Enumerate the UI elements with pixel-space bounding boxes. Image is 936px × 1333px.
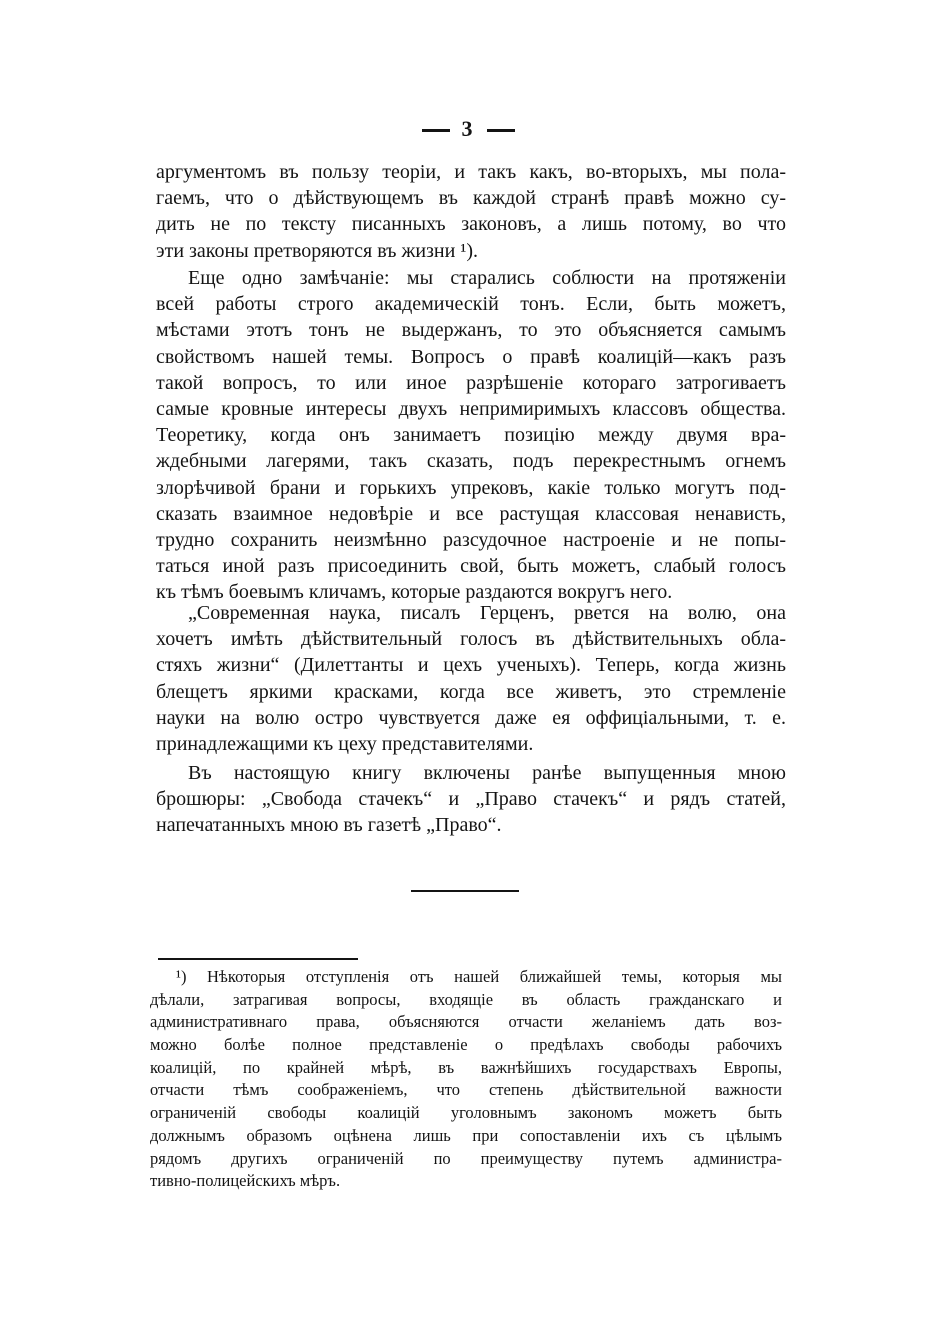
footnote-line: ограниченій свободы коалицій уголовнымъ закономъ можетъ быть xyxy=(150,1103,782,1123)
text-line: дить не по тексту писанныхъ законовъ, а лишь потому, во что xyxy=(156,213,786,236)
text-line: Въ настоящую книгу включены ранѣе выпущенныя мною xyxy=(188,762,786,784)
text-line: принадлежащими къ цеху представителями. xyxy=(156,732,534,755)
text-line: мѣстами этотъ тонъ не выдержанъ, то это объясняется самымъ xyxy=(156,319,786,342)
page-number-dash-right xyxy=(487,129,515,132)
footnote-line: административнаго права, объясняются отчасти желаніемъ дать воз- xyxy=(150,1012,782,1032)
paragraph-1 xyxy=(156,159,786,264)
footnote-separator xyxy=(158,958,358,960)
section-end-rule xyxy=(411,890,519,892)
footnote-line: ¹) Нѣкоторыя отступленія отъ нашей ближайшей темы, которыя мы xyxy=(176,967,782,986)
text-line: стяхъ жизни“ (Дилеттанты и цехъ ученыхъ). Теперь, когда жизнь xyxy=(156,654,786,677)
paragraph-2 xyxy=(156,265,786,605)
text-line: аргументомъ въ пользу теоріи, и такъ какъ, во-вторыхъ, мы пола- xyxy=(156,161,786,183)
footnote-line: коалицій, по крайней мѣрѣ, въ важнѣйшихъ государствахъ Европы, xyxy=(150,1057,782,1077)
page-number-value: 3 xyxy=(461,116,475,141)
text-line: брошюры: „Свобода стачекъ“ и „Право стачекъ“ и рядъ статей, xyxy=(156,788,786,811)
footnote xyxy=(150,966,782,1193)
footnote-line: дѣлали, затрагивая вопросы, входящіе въ область гражданскаго и xyxy=(150,989,782,1009)
page-number xyxy=(0,116,936,142)
text-line: науки на волю остро чувствуется даже ея оффиціальными, т. е. xyxy=(156,706,786,729)
text-line: напечатанныхъ мною въ газетѣ „Право“. xyxy=(156,814,502,837)
footnote-line: тивно-полицейскихъ мѣръ. xyxy=(150,1171,341,1191)
text-line: хочетъ имѣть дѣйствительный голосъ въ дѣйствительныхъ обла- xyxy=(156,628,786,651)
text-line: таться иной разъ присоединить свой, быть можетъ, слабый голосъ xyxy=(156,555,786,578)
page-number-dash-left xyxy=(422,129,450,132)
footnote-line: можно болѣе полное представленіе о предѣлахъ свободы рабочихъ xyxy=(150,1035,782,1055)
text-line: эти законы претворяются въ жизни ¹). xyxy=(156,239,478,262)
text-line: Еще одно замѣчаніе: мы старались соблюсти на протяженіи xyxy=(188,267,786,289)
text-line: самые кровные интересы двухъ непримиримыхъ классовъ общества. xyxy=(156,397,786,420)
text-line: Теоретику, когда онъ занимаетъ позицію между двумя вра- xyxy=(156,424,786,447)
paragraph-3 xyxy=(156,600,786,757)
text-line: свойствомъ нашей темы. Вопросъ о правѣ коалицій—какъ разъ xyxy=(156,345,786,368)
text-line: гаемъ, что о дѣйствующемъ въ каждой странѣ правѣ можно су- xyxy=(156,187,786,210)
text-line: къ тѣмъ боевымъ кличамъ, которые раздаются вокругъ него. xyxy=(156,581,673,604)
text-line: всей работы строго академическій тонъ. Если, быть можетъ, xyxy=(156,293,786,316)
paragraph-4 xyxy=(156,760,786,839)
text-line: трудно сохранить неизмѣнно разсудочное настроеніе и не попы- xyxy=(156,528,786,551)
text-line: „Современная наука, писалъ Герценъ, рвется на волю, она xyxy=(188,602,786,624)
text-line: злорѣчивой брани и горькихъ упрековъ, какіе только могутъ под- xyxy=(156,476,786,499)
text-line: блещетъ яркими красками, когда все живетъ, это стремленіе xyxy=(156,680,786,703)
footnote-line: отчасти тѣмъ соображеніемъ, что степень дѣйствительной важности xyxy=(150,1080,782,1100)
text-line: такой вопросъ, то или иное разрѣшеніе котораго затрогиваетъ xyxy=(156,371,786,394)
text-line: сказать взаимное недовѣріе и все растущая классовая ненависть, xyxy=(156,502,786,525)
footnote-line: должнымъ образомъ оцѣнена лишь при сопоставленіи ихъ съ цѣлымъ xyxy=(150,1125,782,1145)
text-line: ждебными лагерями, такъ сказать, подъ перекрестнымъ огнемъ xyxy=(156,450,786,473)
footnote-line: рядомъ другихъ ограниченій по преимуществу путемъ администра- xyxy=(150,1148,782,1168)
